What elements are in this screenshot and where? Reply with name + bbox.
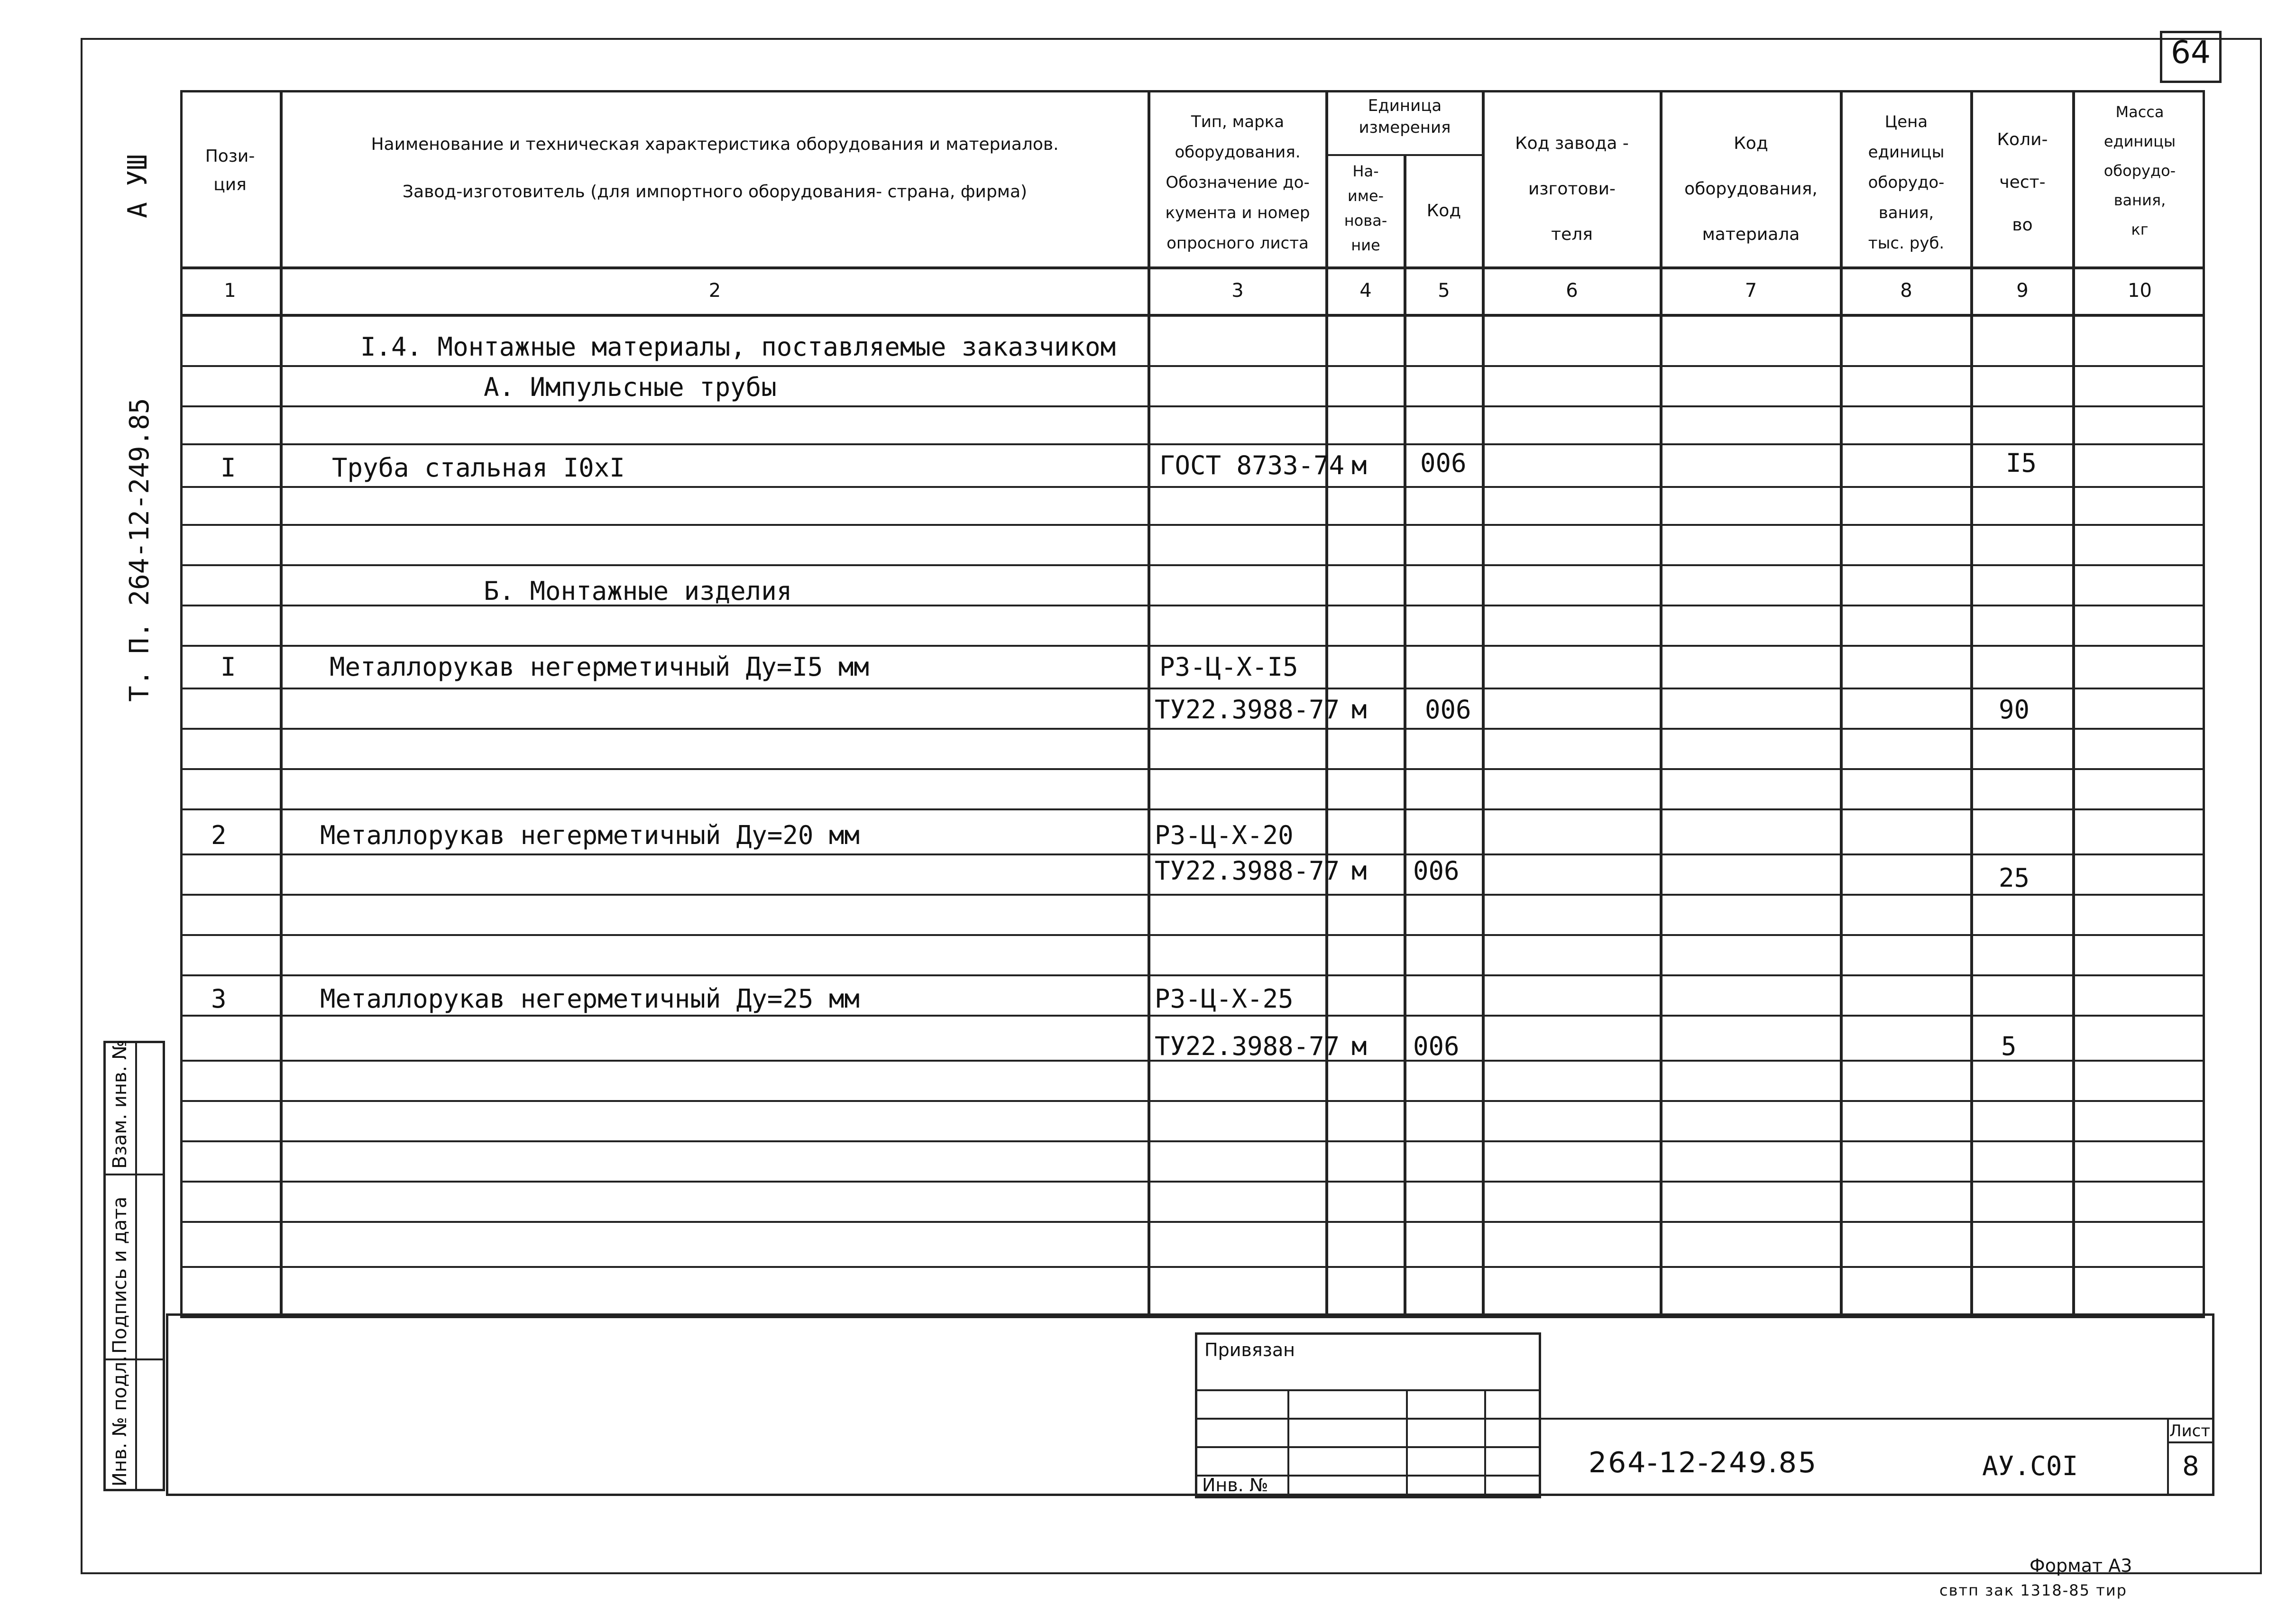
row3-pos: 2	[211, 820, 227, 850]
doc-code: АУ.С0I	[1982, 1451, 2078, 1482]
row-line	[180, 934, 2205, 936]
row3-name: Металлорукав негерметичный Ду=20 мм	[320, 820, 860, 850]
format-label: Формат А3	[2030, 1555, 2132, 1576]
row2-unit: м	[1351, 695, 1367, 725]
row2-qty: 90	[1999, 695, 2030, 725]
header-price: Цена единицы оборудо- вания, тыс. руб.	[1868, 112, 1945, 253]
privyazan-col	[1484, 1389, 1486, 1498]
row4-mark: Р3-Ц-Х-25	[1155, 984, 1294, 1014]
left-strip-divider	[103, 1174, 165, 1175]
row1-unit: м	[1351, 450, 1367, 480]
stamp-frame	[166, 1313, 2214, 1496]
header-factory-code: Код завода - изготови- теля	[1515, 134, 1629, 244]
col-line-2	[1148, 90, 1150, 1318]
side-label-inv-vzam: Взам. инв. №	[109, 1040, 131, 1169]
colnum-bottom-line	[180, 314, 2205, 317]
sheet-box-split	[2167, 1441, 2214, 1443]
col-line-5	[1482, 90, 1485, 1318]
subsection-b: Б. Монтажные изделия	[484, 576, 792, 606]
row-line	[180, 1140, 2205, 1142]
privyazan-line	[1195, 1446, 1541, 1448]
sheet-label: Лист	[2169, 1422, 2211, 1440]
row2-name: Металлорукав негерметичный Ду=I5 мм	[330, 652, 869, 682]
header-mass: Масса единицы оборудо- вания, кг	[2103, 103, 2176, 239]
row-line	[180, 894, 2205, 896]
row-line	[180, 443, 2205, 445]
row3-mark: Р3-Ц-Х-20	[1155, 820, 1294, 850]
row-line	[180, 728, 2205, 730]
section-title: I.4. Монтажные материалы, поставляемые заказчиком	[360, 332, 1116, 362]
row-line	[180, 1181, 2205, 1183]
row3-code: 006	[1413, 856, 1460, 886]
row2-doc: ТУ22.3988-77	[1155, 695, 1340, 725]
header-position: Пози- ция	[205, 147, 255, 194]
row4-pos: 3	[211, 984, 227, 1014]
row-line	[180, 1221, 2205, 1223]
row4-qty: 5	[2001, 1031, 2017, 1061]
row1-qty: I5	[2006, 448, 2037, 478]
title-block-top	[1541, 1418, 2214, 1420]
header-bottom-line	[180, 266, 2205, 269]
colnum-4: 4	[1359, 280, 1372, 302]
print-note: свтп зак 1318-85 тир	[1939, 1581, 2127, 1599]
row3-qty: 25	[1999, 863, 2030, 893]
colnum-1: 1	[224, 280, 236, 302]
header-unit-code: Код	[1426, 201, 1461, 220]
row-line	[180, 405, 2205, 407]
colnum-3: 3	[1231, 280, 1244, 302]
privyazan-line	[1195, 1389, 1541, 1391]
colnum-10: 10	[2128, 280, 2152, 302]
header-qty: Коли- чест- во	[1997, 130, 2048, 235]
row3-unit: м	[1351, 856, 1367, 886]
row4-unit: м	[1351, 1031, 1367, 1061]
doc-number: 264-12-249.85	[1589, 1446, 1818, 1479]
inv-no-label: Инв. №	[1202, 1475, 1268, 1496]
col-line-1	[280, 90, 283, 1318]
header-equip-code: Код оборудования, материала	[1684, 134, 1818, 244]
header-unit-name: На- име- нова- ние	[1344, 162, 1387, 254]
row-line	[180, 974, 2205, 976]
header-type: Тип, марка оборудования. Обозначение до- кумента и номер опросного листа	[1165, 112, 1310, 253]
row2-mark: Р3-Ц-Х-I5	[1159, 652, 1298, 682]
col-line-8	[1970, 90, 1973, 1318]
row1-code: 006	[1420, 448, 1467, 478]
row-line	[180, 688, 2205, 689]
row-line	[180, 486, 2205, 488]
colnum-7: 7	[1745, 280, 1757, 302]
row1-pos: I	[220, 453, 236, 483]
row4-name: Металлорукав негерметичный Ду=25 мм	[320, 984, 860, 1014]
row-line	[180, 808, 2205, 810]
row2-pos: I	[220, 652, 236, 682]
privyazan-col	[1287, 1389, 1289, 1498]
row-line	[180, 1266, 2205, 1268]
row-line	[180, 768, 2205, 770]
col-line-7	[1840, 90, 1843, 1318]
colnum-8: 8	[1900, 280, 1912, 302]
row4-doc: ТУ22.3988-77	[1155, 1031, 1340, 1061]
row-line	[180, 645, 2205, 647]
side-label-album: А УШ	[122, 154, 153, 218]
colnum-2: 2	[708, 280, 721, 302]
row-line	[180, 1015, 2205, 1017]
row1-name: Труба стальная I0xI	[332, 453, 625, 483]
colnum-6: 6	[1566, 280, 1578, 302]
header-unit: Единица измерения	[1359, 96, 1451, 137]
row-line	[180, 564, 2205, 566]
row-line	[180, 1100, 2205, 1102]
col-line-9	[2072, 90, 2075, 1318]
side-label-podpis: Подпись и дата	[109, 1196, 131, 1354]
row4-code: 006	[1413, 1031, 1460, 1061]
row-line	[180, 853, 2205, 855]
header-name: Наименование и техническая характеристика оборудования и материалов. Завод-изготовитель (для импортного оборудования- страна, фирма)	[371, 135, 1059, 202]
privyazan-label: Привязан	[1204, 1340, 1295, 1360]
page-number: 64	[2171, 34, 2211, 71]
row-line	[180, 365, 2205, 367]
subsection-a: А. Импульсные трубы	[484, 372, 777, 402]
privyazan-col	[1406, 1389, 1408, 1498]
col-line-6	[1660, 90, 1662, 1318]
row1-doc: ГОСТ 8733-74	[1159, 450, 1345, 480]
side-label-tp: Т. П. 264-12-249.85	[124, 398, 155, 702]
row3-doc: ТУ22.3988-77	[1155, 856, 1340, 886]
colnum-5: 5	[1438, 280, 1450, 302]
row-line	[180, 524, 2205, 526]
left-strip-split	[135, 1041, 137, 1491]
privyazan-line	[1195, 1418, 1541, 1420]
col-line-4	[1404, 154, 1406, 1318]
sheet-number: 8	[2182, 1451, 2199, 1482]
colnum-9: 9	[2016, 280, 2029, 302]
row2-code: 006	[1425, 695, 1471, 725]
side-label-inv-podl: Инв. № подл.	[109, 1356, 131, 1486]
